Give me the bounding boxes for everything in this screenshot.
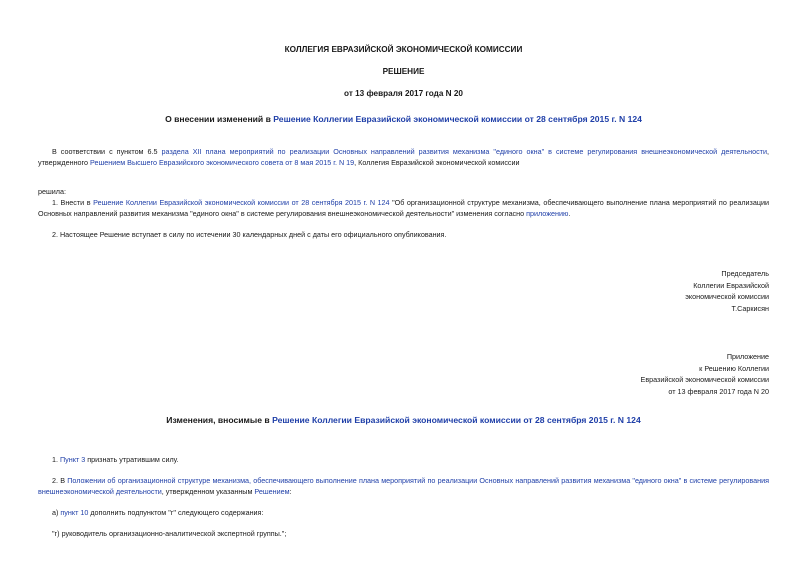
item-1-text-2: "Об организационной структуре механизма, обеспечивающего выполнение плана мероприятий по реализации Основных направлений развития механизма "единого окна" в системе регулирования внешнеэкономической деятельности" изменения согласно [38, 198, 769, 218]
preamble-text-2: , утвержденного [38, 147, 769, 167]
change-1-text-1: 1. [52, 455, 60, 464]
change-2-text-2: , утвержденном указанным [161, 487, 255, 496]
change-2a-quote: "г) руководитель организационно-аналитической экспертной группы."; [52, 529, 287, 538]
signature-body: Коллегии Евразийской [693, 280, 769, 290]
signature-name: Т.Саркисян [731, 303, 769, 313]
change-2-link-regulation[interactable]: Положении об организационной структуре механизма, обеспечивающего выполнение плана мероприятий по реализации Основных направлений развития механизма "единого окна" в системе регулирования внешнеэкономической деятельности [38, 476, 769, 496]
appendix-line-4: от 13 февраля 2017 года N 20 [668, 386, 769, 396]
item-1-text-3: . [568, 209, 571, 218]
document-title [38, 114, 769, 125]
decided-label: решила: [38, 187, 66, 196]
change-1-paragraph [38, 454, 769, 465]
preamble-link-plan[interactable]: раздела XII плана мероприятий по реализации Основных направлений развития механизма "единого окна" в системе регулирования внешнеэкономической деятельности [161, 147, 767, 156]
changes-title-link[interactable]: Решение Коллегии Евразийской экономической комиссии от 28 сентября 2015 г. N 124 [272, 415, 641, 425]
change-2-link-decision[interactable]: Решением [254, 487, 290, 496]
doc-type-heading: РЕШЕНИЕ [382, 67, 425, 76]
item-1-link-decision[interactable]: Решение Коллегии Евразийской экономической комиссии от 28 сентября 2015 г. N 124 [93, 198, 390, 207]
item-1-text-1: 1. Внести в [52, 198, 94, 207]
change-2a-paragraph [38, 507, 769, 518]
preamble-paragraph [38, 146, 769, 168]
title-prefix: О внесении изменений в [165, 114, 274, 124]
change-1-text-2: признать утратившим силу. [85, 455, 179, 464]
item-2-paragraph: 2. Настоящее Решение вступает в силу по истечении 30 календарных дней с даты его официального опубликования. [52, 230, 447, 239]
preamble-link-decision[interactable]: Решением Высшего Евразийского экономического совета от 8 мая 2015 г. N 19 [90, 158, 355, 167]
change-2-text-1: 2. В [52, 476, 68, 485]
item-1-paragraph [38, 197, 769, 219]
title-link[interactable]: Решение Коллегии Евразийской экономической комиссии от 28 сентября 2015 г. N 124 [273, 114, 642, 124]
preamble-text-3: , Коллегия Евразийской экономической комиссии [354, 158, 520, 167]
appendix-line-2: к Решению Коллегии [699, 363, 769, 373]
changes-title [38, 415, 769, 426]
change-2-text-3: : [289, 487, 292, 496]
change-1-link-point-3[interactable]: Пункт 3 [60, 455, 86, 464]
changes-title-prefix: Изменения, вносимые в [166, 415, 273, 425]
appendix-reference-block [641, 351, 769, 397]
signature-block [685, 268, 769, 314]
change-2a-link-point-10[interactable]: пункт 10 [60, 508, 89, 517]
document-page [38, 0, 769, 571]
org-heading: КОЛЛЕГИЯ ЕВРАЗИЙСКОЙ ЭКОНОМИЧЕСКОЙ КОМИССИИ [284, 45, 523, 54]
item-1-link-appendix[interactable]: приложению [526, 209, 569, 218]
date-number-heading: от 13 февраля 2017 года N 20 [344, 89, 463, 98]
signature-body-2: экономической комиссии [685, 292, 769, 301]
appendix-label: Приложение [726, 352, 769, 361]
appendix-line-3: Евразийской экономической комиссии [640, 375, 769, 384]
change-2a-text-2: дополнить подпунктом "г" следующего содержания: [88, 508, 264, 517]
change-2a-text-1: а) [52, 508, 61, 517]
change-2-paragraph [38, 475, 769, 497]
preamble-text-1: В соответствии с пунктом 6.5 [52, 147, 162, 156]
signature-position: Председатель [721, 269, 769, 278]
